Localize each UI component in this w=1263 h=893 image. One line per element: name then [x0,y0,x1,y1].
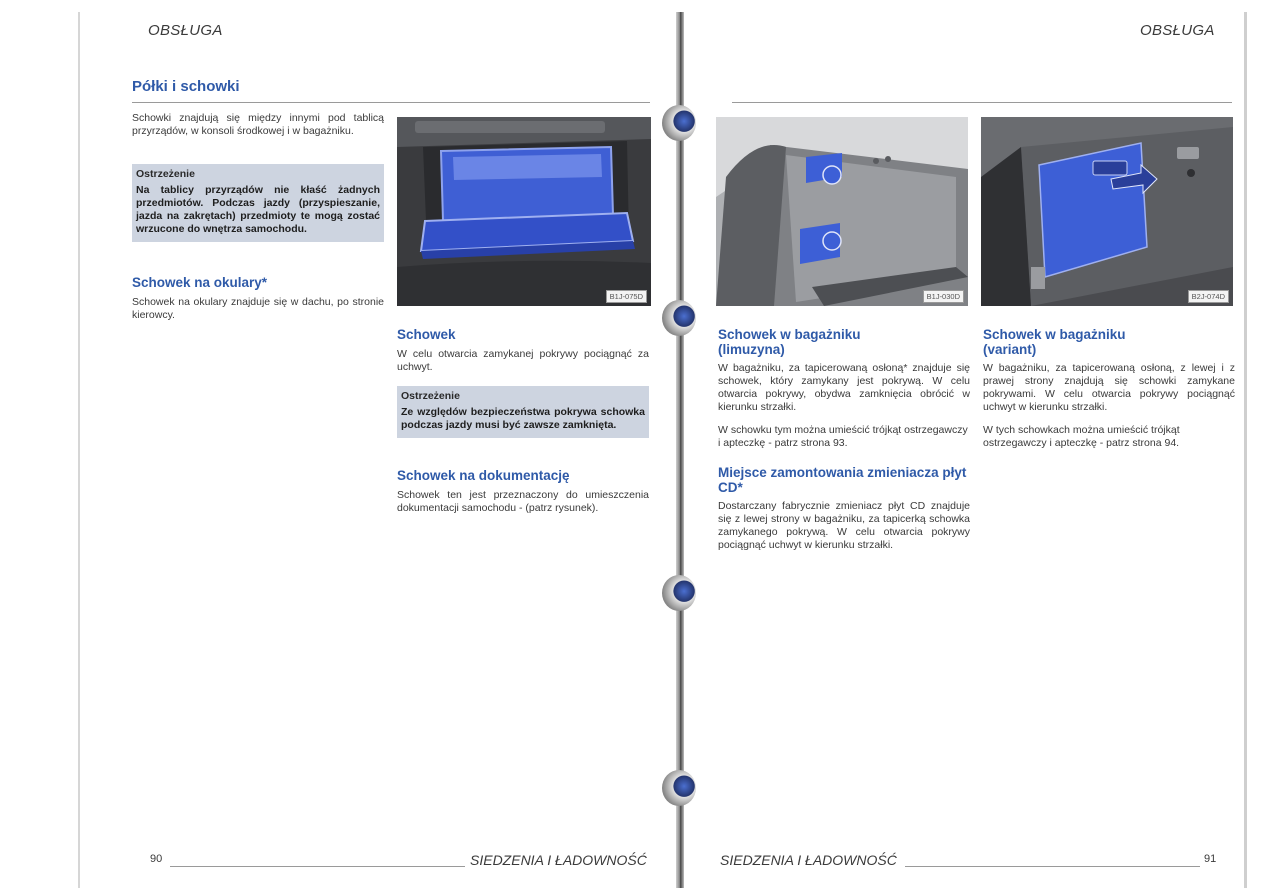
left-page-edge [78,12,80,888]
trunk-variant-illustration [981,117,1233,306]
binder-ring-3 [662,575,696,611]
spine [676,12,684,888]
trunk-variant-heading: Schowek w bagażniku (variant) [983,327,1126,357]
warning-title-1: Ostrzeżenie [136,168,195,180]
trunk-sedan-figure [716,117,968,306]
cd-changer-paragraph: Dostarczany fabrycznie zmieniacz płyt CD znajduje się z lewej strony w bagażniku, za tapicerką schowka zamykanego pokrywą. W celu otwarcia pokrywy pociągnąć uchwyt w kierunku strzałki. [718,500,970,551]
trunk-sedan-paragraph-2: W schowku tym można umieścić trójkąt ostrzegawczy i apteczkę - patrz strona 93. [718,424,968,449]
binder-ring-1 [662,105,696,141]
glovebox-illustration [397,117,651,306]
right-page-header: OBSŁUGA [1140,22,1215,39]
trunk-sedan-illustration [716,117,968,306]
documents-paragraph: Schowek ten jest przeznaczony do umieszczenia dokumentacji samochodu - (patrz rysunek). [397,489,649,514]
left-page-header: OBSŁUGA [148,22,223,39]
glasses-heading: Schowek na okulary* [132,275,268,290]
warning-title-2: Ostrzeżenie [401,390,460,402]
trunk-variant-paragraph-2: W tych schowkach można umieścić trójkąt ostrzegawczy i apteczkę - patrz strona 94. [983,424,1180,449]
cd-changer-heading: Miejsce zamontowania zmieniacza płyt CD* [718,465,967,495]
left-page-number: 90 [150,853,163,865]
trunk-variant-figure [981,117,1233,306]
left-footer-rule [170,866,465,867]
schowek-paragraph: W celu otwarcia zamykanej pokrywy pociągnąć za uchwyt. [397,348,649,373]
right-page-number: 91 [1204,853,1217,865]
trunk-sedan-figure-code: B1J-030D [923,290,964,303]
trunk-sedan-heading: Schowek w bagażniku (limuzyna) [718,327,861,357]
right-top-rule [732,102,1232,103]
section-title: Półki i schowki [132,78,240,95]
right-footer-rule [905,866,1200,867]
trunk-sedan-paragraph-1: W bagażniku, za tapicerowaną osłoną* znajduje się schowek, który zamykany jest pokrywą. W celu otwarcia pokrywy, obydwa zamknięcia obrócić w kierunku strzałki. [718,362,970,413]
intro-paragraph: Schowki znajdują się między innymi pod tablicą przyrządów, w konsoli środkowej i w bagażniku. [132,112,384,137]
trunk-variant-paragraph-1: W bagażniku, za tapicerowaną osłoną, z lewej i z prawej strony znajdują się schowki zamykane pokrywami. W celu otwarcia pokrywy pociągnąć uchwyt w kierunku strzałki. [983,362,1235,413]
glovebox-figure [397,117,651,306]
glasses-paragraph: Schowek na okulary znajduje się w dachu, po stronie kierowcy. [132,296,384,321]
warning-text-1: Na tablicy przyrządów nie kłaść żadnych przedmiotów. Podczas jazdy (przyspieszanie, jazda na zakrętach) przedmioty te mogą zostać wrzucone do wnętrza samochodu. [136,184,380,235]
right-footer-title: SIEDZENIA I ŁADOWNOŚĆ [720,852,897,868]
right-page-edge [1244,12,1247,888]
binder-ring-2 [662,300,696,336]
glovebox-figure-code: B1J-075D [606,290,647,303]
section-title-rule [132,102,650,103]
binder-ring-4 [662,770,696,806]
schowek-heading: Schowek [397,327,456,342]
warning-box-2 [397,386,649,438]
documents-heading: Schowek na dokumentację [397,468,570,483]
warning-box-1 [132,164,384,242]
left-footer-title: SIEDZENIA I ŁADOWNOŚĆ [470,852,647,868]
warning-text-2: Ze względów bezpieczeństwa pokrywa schowka podczas jazdy musi być zawsze zamknięta. [401,406,645,431]
trunk-variant-figure-code: B2J-074D [1188,290,1229,303]
